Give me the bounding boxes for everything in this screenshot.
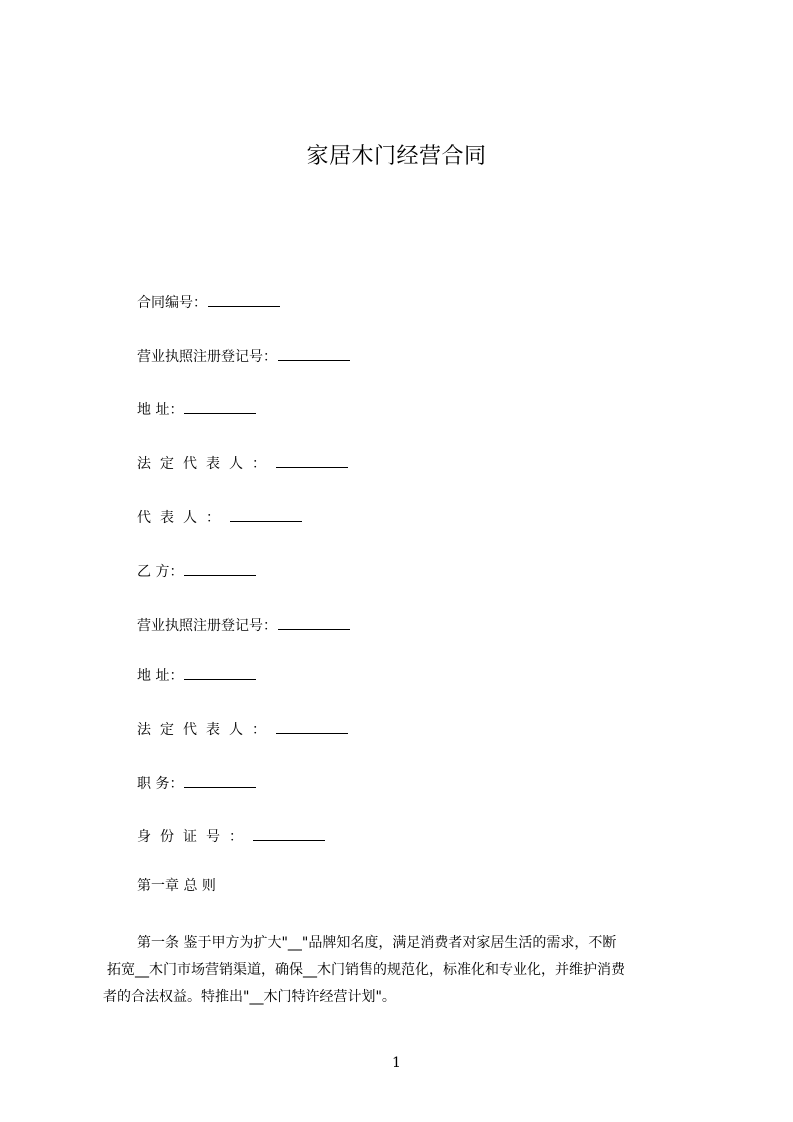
field-label: 营业执照注册登记号： [137,618,277,634]
blank-line [184,399,256,414]
blank-line [276,719,348,734]
blank-line [184,665,256,680]
field-label: 地 址： [137,668,184,684]
field-label: 法定代表人： [137,456,275,472]
article-line: 者的合法权益。特推出"__木门特许经营计划"。 [103,989,396,1005]
blank-line [184,561,256,576]
field-id-no-b [137,826,325,847]
field-label: 合同编号： [137,295,207,311]
field-label: 地 址： [137,402,184,418]
field-address-a [137,399,256,420]
page-number: 1 [392,1055,401,1071]
field-label: 身份证号： [137,829,252,845]
field-party-b [137,561,256,582]
field-label: 法定代表人： [137,722,275,738]
blank-line [278,346,350,361]
field-label: 营业执照注册登记号： [137,349,277,365]
field-label: 代表人： [137,510,229,526]
article-1 [103,930,693,1011]
field-license-a [137,346,350,367]
chapter-heading: 第一章 总 则 [137,878,216,894]
field-position-b [137,773,256,794]
article-line: 拓宽__木门市场营销渠道，确保__木门销售的规范化，标准化和专业化，并维护消费 [107,962,625,978]
blank-line [230,507,302,522]
field-label: 乙 方： [137,564,184,580]
field-legal-rep-b [137,719,348,740]
blank-line [208,292,280,307]
field-address-b [137,665,256,686]
article-line: 第一条 鉴于甲方为扩大"__"品牌知名度，满足消费者对家居生活的需求，不断 [137,935,617,951]
field-legal-rep-a [137,453,348,474]
blank-line [184,773,256,788]
blank-line [278,615,350,630]
field-label: 职 务： [137,776,184,792]
field-contract-no [137,292,280,313]
blank-line [276,453,348,468]
field-license-b [137,615,350,636]
field-rep-a [137,507,302,528]
page-title: 家居木门经营合同 [306,144,487,169]
blank-line [253,826,325,841]
